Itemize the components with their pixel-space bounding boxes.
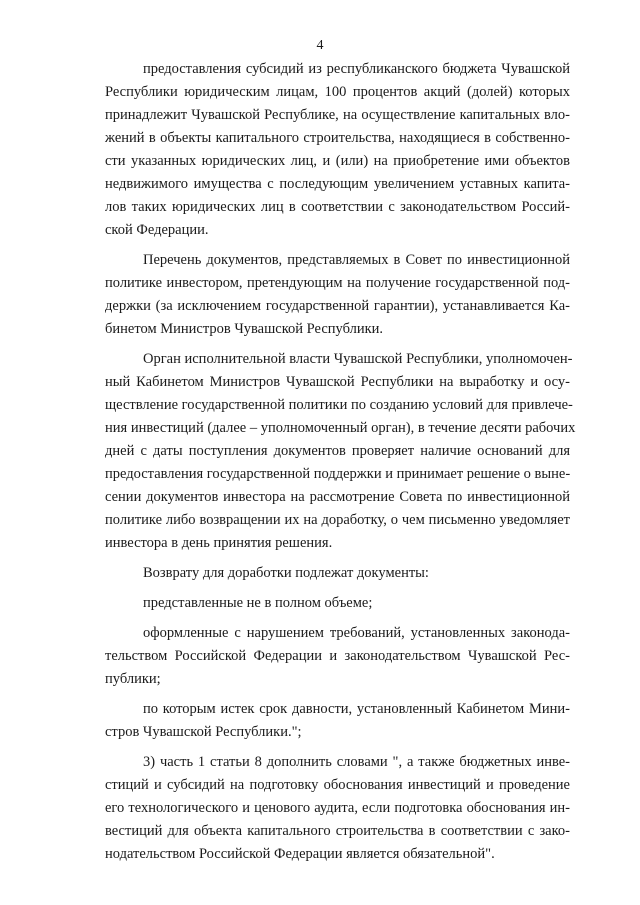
text-line: Орган исполнительной власти Чувашской Республики, уполномочен- [143, 351, 573, 367]
text-line: политике инвестором, претендующим на получение государственной под- [105, 275, 570, 291]
text-line: недвижимого имущества с последующим увеличением уставных капита- [105, 176, 570, 192]
text-line: принадлежит Чувашской Республике, на осуществление капитальных вло- [105, 107, 570, 123]
paragraph-expired [105, 698, 570, 744]
page-number: 4 [316, 38, 324, 53]
text-line: вестиций для объекта капитального строительства в соответствии с зако- [105, 823, 570, 839]
text-line: ния инвестиций (далее – уполномоченный орган), в течение десяти рабочих [105, 420, 576, 436]
text-line: тельством Российской Федерации и законодательством Чувашской Рес- [105, 648, 570, 664]
text-line: бинетом Министров Чувашской Республики. [105, 321, 384, 337]
text-line: представленные не в полном объеме; [143, 595, 373, 611]
text-line: жений в объекты капитального строительства, находящиеся в собственно- [105, 130, 570, 146]
text-line: стиций и субсидий на подготовку обоснования инвестиций и проведение [105, 777, 570, 793]
text-line: ществление государственной политики по созданию условий для привлече- [105, 397, 573, 413]
paragraph-document-list [105, 249, 570, 341]
text-line: Перечень документов, представляемых в Совет по инвестиционной [143, 252, 570, 268]
text-line: ской Федерации. [105, 222, 209, 238]
paragraph-authorized-body [105, 348, 576, 555]
text-line: Республики юридическим лицам, 100 процентов акций (долей) которых [105, 84, 570, 100]
text-line: сти указанных юридических лиц, и (или) на приобретение ими объектов [105, 153, 570, 169]
text-line: предоставления государственной поддержки и принимает решение о выне- [105, 466, 571, 482]
text-line: Возврату для доработки подлежат документы: [143, 565, 429, 581]
text-line: оформленные с нарушением требований, установленных законода- [143, 625, 570, 641]
text-line: политике либо возвращении их на доработку, о чем письменно уведомляет [105, 512, 570, 528]
document-body [105, 58, 576, 866]
text-line: предоставления субсидий из республиканского бюджета Чувашской [143, 61, 570, 77]
text-line: его технологического и ценового аудита, если подготовка обоснования ин- [105, 800, 570, 816]
paragraph-subsidies-continuation [105, 58, 570, 242]
text-line: публики; [105, 671, 161, 687]
text-line: стров Чувашской Республики."; [105, 724, 302, 740]
paragraph-return-docs [105, 562, 570, 585]
text-line: ный Кабинетом Министров Чувашской Республики на выработку и осу- [105, 374, 570, 390]
text-line: дней с даты поступления документов проверяет наличие оснований для [105, 443, 570, 459]
text-line: сении документов инвестора на рассмотрение Совета по инвестиционной [105, 489, 570, 505]
paragraph-incomplete [105, 592, 570, 615]
text-line: лов таких юридических лиц в соответствии с законодательством Россий- [105, 199, 570, 215]
text-line: по которым истек срок давности, установленный Кабинетом Мини- [143, 701, 570, 717]
text-line: инвестора в день принятия решения. [105, 535, 333, 551]
paragraph-article-8 [105, 751, 570, 866]
text-line: 3) часть 1 статьи 8 дополнить словами ", а также бюджетных инве- [143, 754, 570, 770]
text-line: держки (за исключением государственной гарантии), устанавливается Ка- [105, 298, 570, 314]
text-line: нодательством Российской Федерации является обязательной". [105, 846, 495, 862]
paragraph-violations [105, 622, 570, 691]
